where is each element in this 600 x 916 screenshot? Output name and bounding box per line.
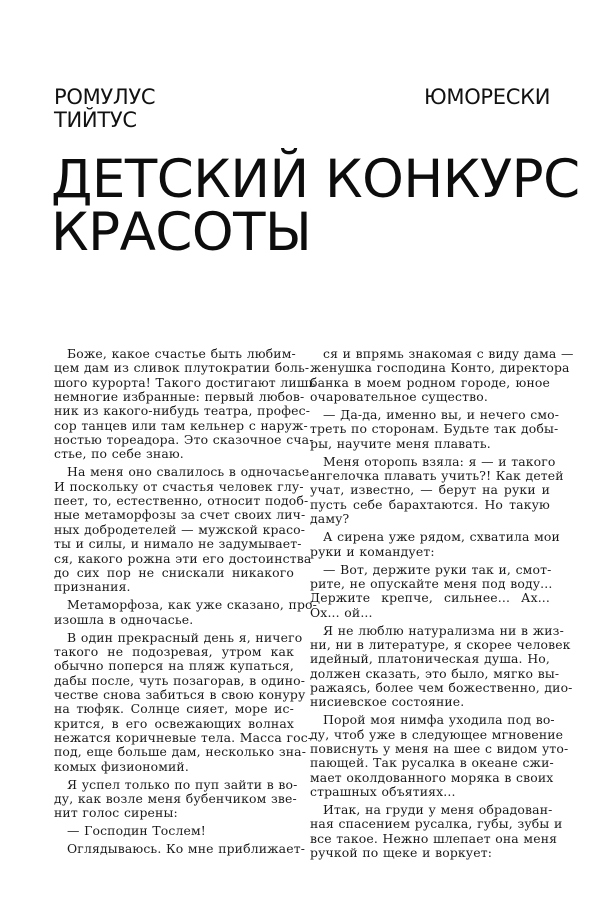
- paragraph: [310, 529, 560, 559]
- author-name: [54, 86, 155, 132]
- text-line: пающей. Так русалка в океане сжи-: [310, 755, 554, 771]
- text-line: нежатся коричневые тела. Масса гос-: [54, 730, 313, 745]
- text-line: ностью тореадора. Это сказочное сча-: [54, 432, 314, 448]
- paragraph: [54, 824, 294, 838]
- paragraph: [54, 841, 306, 857]
- text-line: повиснуть у меня на шее с видом уто-: [310, 741, 569, 757]
- text-line: — Да-да, именно вы, и нечего смо-: [323, 407, 560, 423]
- text-line: учат, известно, — берут на руки и: [310, 482, 550, 498]
- text-line: крится, в его освежающих волнах: [54, 715, 294, 731]
- text-line: нит голос сирены:: [54, 805, 178, 821]
- text-line: ты и силы, и нимало не задумывает-: [54, 536, 302, 552]
- author-last-name: ТИЙТУС: [54, 108, 137, 132]
- text-line: ражаясь, более чем божественно, дио-: [310, 680, 573, 695]
- text-line: Оглядываюсь. Ко мне приближает-: [67, 841, 306, 857]
- text-line: В один прекрасный день я, ничего: [67, 629, 303, 645]
- text-line: шого курорта! Такого достигают лишь: [54, 374, 316, 390]
- text-line: ся и впрямь знакомая с виду дама —: [323, 346, 574, 361]
- text-line: все такое. Нежно шлепает она меня: [310, 830, 558, 846]
- text-line: дабы после, чуть позагорав, в одино-: [54, 672, 306, 688]
- text-line: женушка господина Конто, директора: [310, 360, 570, 376]
- paragraph: [310, 407, 560, 451]
- text-line: — Господин Тослем!: [67, 823, 206, 839]
- text-line: под, еще больше дам, несколько зна-: [54, 744, 307, 760]
- text-line: до сих пор не снискали никакого: [54, 564, 294, 580]
- text-line: ду, как возле меня бубенчиком зве-: [54, 791, 297, 807]
- text-line: цем дам из сливок плутократии боль-: [54, 360, 310, 376]
- text-line: Меня оторопь взяла: я — и такого: [323, 453, 556, 469]
- section-label: ЮМОРЕСКИ: [424, 85, 551, 109]
- text-line: даму?: [310, 511, 350, 527]
- paragraph: [54, 776, 298, 821]
- text-column-right: [310, 346, 574, 864]
- text-line: ные метаморфозы за счет своих лич-: [54, 507, 306, 523]
- text-line: идейный, платоническая душа. Но,: [310, 651, 550, 667]
- text-line: Итак, на груди у меня обрадован-: [323, 802, 553, 818]
- text-line: треть по сторонам. Будьте так добы-: [310, 421, 559, 437]
- text-line: сор танцев или там кельнер с наруж-: [54, 417, 308, 433]
- text-line: ни, ни в литературе, я скорее человек: [310, 636, 571, 652]
- text-line: на тюфяк. Солнце сияет, море ис-: [54, 701, 294, 717]
- text-line: Держите крепче, сильнее... Ах...: [310, 590, 550, 606]
- text-line: пусть себе барахтаются. Но такую: [310, 496, 550, 512]
- text-line: ангелочка плавать учить?! Как детей: [310, 468, 564, 484]
- text-line: ник из какого-нибудь театра, профес-: [54, 403, 311, 419]
- text-line: такого не подозревая, утром как: [54, 643, 294, 659]
- paragraph: [310, 712, 569, 800]
- text-line: руки и командует:: [310, 543, 435, 559]
- text-line: ручкой по щеке и воркует:: [310, 845, 493, 861]
- paragraph: [310, 561, 553, 620]
- text-line: Боже, какое счастье быть любим-: [67, 346, 296, 361]
- text-line: изошла в одночасье.: [54, 611, 194, 627]
- text-line: рите, не опускайте меня под воду...: [310, 575, 553, 591]
- text-line: немногие избранные: первый любов-: [54, 389, 305, 405]
- text-line: страшных объятиях...: [310, 784, 456, 800]
- author-first-name: РОМУЛУС: [54, 85, 156, 109]
- text-line: ся, какого рожна эти его достоинства: [54, 550, 312, 566]
- text-column-left: [54, 346, 317, 861]
- text-line: должен сказать, это было, мягко вы-: [310, 665, 560, 681]
- text-line: обычно поперся на пляж купаться,: [54, 658, 294, 674]
- paragraph: [54, 629, 313, 774]
- paragraph: [54, 597, 317, 627]
- text-line: Я не люблю натурализма ни в жиз-: [323, 622, 564, 638]
- text-line: — Вот, держите руки так и, смот-: [323, 561, 552, 577]
- text-line: комых физиономий.: [54, 758, 189, 774]
- paragraph: [310, 802, 563, 861]
- paragraph: [54, 464, 314, 595]
- paragraph: [310, 622, 573, 710]
- text-line: Я успел только по пуп зайти в во-: [67, 776, 298, 792]
- text-line: ных добродетелей — мужской красо-: [54, 521, 306, 537]
- paragraph: [310, 453, 564, 527]
- text-line: стье, по себе знаю.: [54, 446, 184, 462]
- text-line: ры, научите меня плавать.: [310, 435, 491, 451]
- story-title: [51, 149, 580, 263]
- text-line: Порой моя нимфа уходила под во-: [323, 712, 555, 728]
- text-line: ная спасением русалка, губы, зубы и: [310, 816, 563, 832]
- text-line: А сирена уже рядом, схватила мои: [323, 529, 560, 545]
- text-line: Ох... ой...: [310, 604, 373, 620]
- text-line: ду, чтоб уже в следующее мгновение: [310, 726, 564, 742]
- text-line: честве снова забиться в свою конуру: [54, 686, 306, 702]
- text-line: пеет, то, естественно, относит подоб-: [54, 493, 309, 509]
- text-line: очаровательное существо.: [310, 389, 488, 405]
- title-line: ДЕТСКИЙ КОНКУРС: [51, 149, 580, 210]
- text-line: мает околдованного моряка в своих: [310, 769, 554, 785]
- paragraph: [310, 346, 574, 405]
- text-line: И поскольку от счастья человек глу-: [54, 478, 304, 494]
- text-line: банка в моем родном городе, юное: [310, 374, 550, 390]
- text-line: На меня оно свалилось в одночасье.: [67, 464, 314, 480]
- paragraph: [54, 346, 316, 462]
- text-line: Метаморфоза, как уже сказано, про-: [67, 597, 317, 613]
- title-line: КРАСОТЫ: [51, 202, 312, 263]
- text-line: нисиевское состояние.: [310, 694, 465, 710]
- text-line: признания.: [54, 579, 131, 595]
